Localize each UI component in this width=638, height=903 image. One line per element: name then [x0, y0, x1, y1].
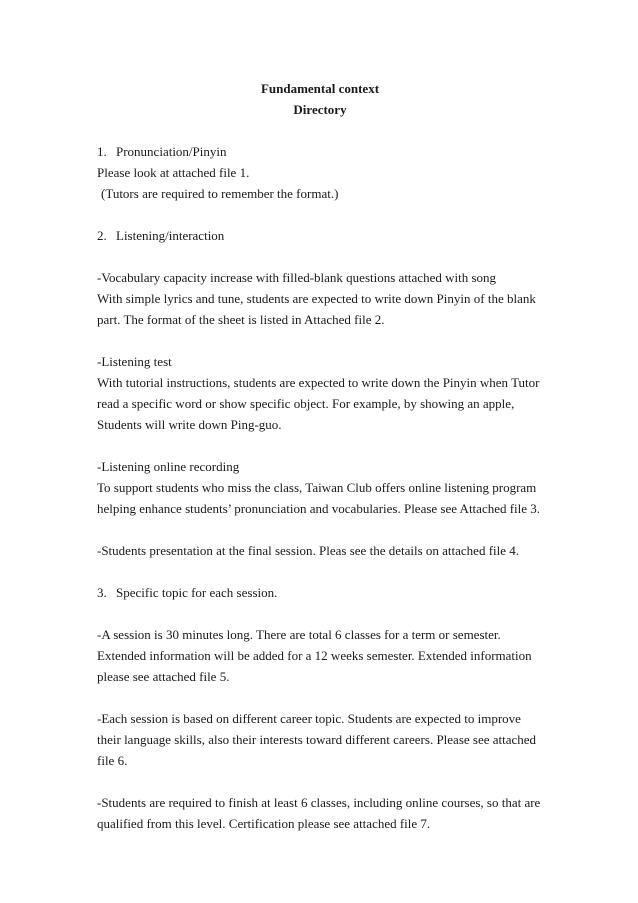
- section-1-number: 1.: [97, 144, 107, 159]
- test-line-2: read a specific word or show specific object. For example, by showing an apple,: [97, 396, 515, 411]
- online-title: -Listening online recording: [97, 459, 240, 474]
- test-line-1: With tutorial instructions, students are expected to write down the Pinyin when Tutor: [97, 375, 540, 390]
- spacer: [97, 330, 547, 351]
- spacer: [97, 603, 547, 624]
- session-p1-line-1: -A session is 30 minutes long. There are total 6 classes for a term or semester.: [97, 627, 501, 642]
- vocab-line-1: With simple lyrics and tune, students are expected to write down Pinyin of the blank: [97, 291, 536, 306]
- section-2-heading-text: Listening/interaction: [116, 228, 225, 243]
- online-line-1: To support students who miss the class, Taiwan Club offers online listening program: [97, 480, 537, 495]
- document-title: Fundamental context: [260, 81, 380, 96]
- session-p2-line-2: their language skills, also their interests toward different careers. Please see attached: [97, 732, 537, 747]
- document-page: [97, 78, 547, 834]
- spacer: [97, 120, 547, 141]
- session-p3-line-1: -Students are required to finish at least 6 classes, including online courses, so that are: [97, 795, 541, 810]
- section-1-line-1: Please look at attached file 1.: [97, 165, 250, 180]
- session-p1-line-2: Extended information will be added for a 12 weeks semester. Extended information: [97, 648, 532, 663]
- section-2-number: 2.: [97, 228, 107, 243]
- test-line-3: Students will write down Ping-guo.: [97, 417, 282, 432]
- spacer: [97, 687, 547, 708]
- spacer: [97, 435, 547, 456]
- online-line-2: helping enhance students’ pronunciation and vocabularies. Please see Attached file 3.: [97, 501, 541, 516]
- section-1-heading: [97, 141, 547, 162]
- vocab-line-2: part. The format of the sheet is listed in Attached file 2.: [97, 312, 385, 327]
- section-3-heading-text: Specific topic for each session.: [116, 585, 278, 600]
- title-block: [97, 78, 543, 120]
- session-p3-line-2: qualified from this level. Certification please see attached file 7.: [97, 816, 431, 831]
- document-subtitle: Directory: [293, 102, 347, 117]
- section-1-line-2: (Tutors are required to remember the format.): [101, 186, 339, 201]
- test-title: -Listening test: [97, 354, 172, 369]
- presentation-line: -Students presentation at the final session. Pleas see the details on attached file 4.: [97, 543, 520, 558]
- vocab-title: -Vocabulary capacity increase with filled-blank questions attached with song: [97, 270, 497, 285]
- session-p2-line-3: file 6.: [97, 753, 128, 768]
- session-p2-line-1: -Each session is based on different career topic. Students are expected to improve: [97, 711, 521, 726]
- spacer: [97, 246, 547, 267]
- section-3-number: 3.: [97, 585, 107, 600]
- spacer: [97, 519, 547, 540]
- section-2-heading: [97, 225, 547, 246]
- section-1-heading-text: Pronunciation/Pinyin: [116, 144, 227, 159]
- session-p1-line-3: please see attached file 5.: [97, 669, 230, 684]
- section-3-heading: [97, 582, 547, 603]
- spacer: [97, 771, 547, 792]
- spacer: [97, 561, 547, 582]
- spacer: [97, 204, 547, 225]
